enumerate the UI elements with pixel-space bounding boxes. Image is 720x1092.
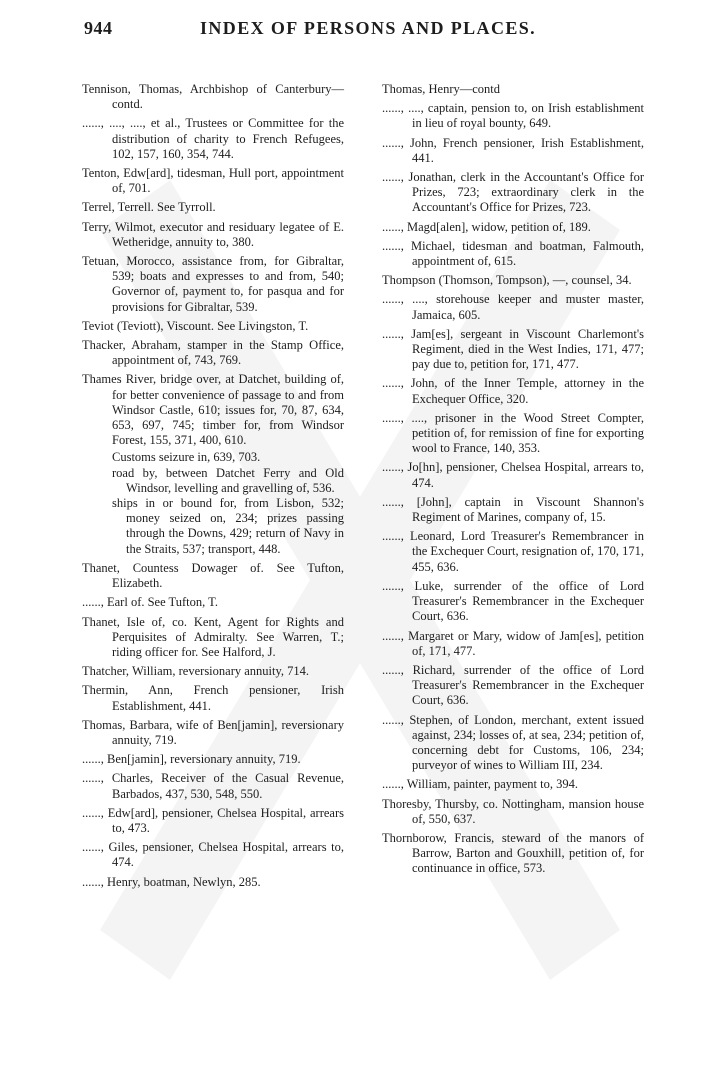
index-entry: ......, Stephen, of London, merchant, extent issued against, 234; losses of, at sea, 234; petition of, concerning debt for Customs, 106, 234; purveyor of wines to William III, 234. (382, 712, 644, 773)
index-entry: Terry, Wilmot, executor and residuary legatee of E. Wetheridge, annuity to, 380. (82, 219, 344, 249)
index-entry: ......, William, painter, payment to, 394. (382, 777, 578, 792)
index-entry: Thanet, Isle of, co. Kent, Agent for Rights and Perquisites of Admiralty. See Warren, T.; riding officer for. See Halford, J. (82, 614, 344, 659)
page-number: 944 (84, 18, 113, 38)
index-entry: ......, ...., ...., et al., Trustees or Committee for the distribution of charity to French Refugees, 102, 157, 160, 354, 744. (82, 116, 344, 161)
index-entry: Tennison, Thomas, Archbishop of Canterbury—contd. (82, 82, 344, 112)
index-entry: ......, Michael, tidesman and boatman, Falmouth, appointment of, 615. (382, 238, 644, 269)
index-entry: ......, Henry, boatman, Newlyn, 285. (82, 874, 261, 889)
index-entry: Terrel, Terrell. See Tyrroll. (82, 200, 216, 215)
index-entry: ......, Leonard, Lord Treasurer's Remembrancer in the Exchequer Court, resignation of, 170, 171, 455, 636. (382, 529, 644, 574)
index-entry: ......, Margaret or Mary, widow of Jam[es], petition of, 171, 477. (382, 628, 644, 658)
index-entry: ......, Earl of. See Tufton, T. (82, 595, 218, 610)
index-entry: ......, John, French pensioner, Irish Establishment, 441. (382, 135, 644, 165)
index-entry: Thompson (Thomson, Tompson), —, counsel, 34. (382, 273, 632, 288)
index-entry: ......, Jonathan, clerk in the Accountant's Office for Prizes, 723; extraordinary clerk in the Accountant's Office for Prizes, 723. (382, 170, 644, 215)
index-entry: ......, Jo[hn], pensioner, Chelsea Hospital, arrears to, 474. (382, 460, 644, 490)
index-entry: Thanet, Countess Dowager of. See Tufton, Elizabeth. (82, 560, 344, 591)
index-entry: ......, ...., captain, pension to, on Irish establishment in lieu of royal bounty, 649. (382, 101, 644, 131)
index-entry: Thatcher, William, reversionary annuity, 714. (82, 664, 310, 679)
index-entry: ......, Richard, surrender of the office of Lord Treasurer's Remembrancer in the Exchequer Court, 636. (382, 662, 644, 708)
index-entry: ......, John, of the Inner Temple, attorney in the Exchequer Office, 320. (382, 376, 644, 406)
index-entry: Thoresby, Thursby, co. Nottingham, mansion house of, 550, 637. (382, 796, 644, 826)
index-entry: Tenton, Edw[ard], tidesman, Hull port, appointment of, 701. (82, 166, 344, 196)
index-entry: ......, ...., storehouse keeper and muster master, Jamaica, 605. (382, 292, 644, 322)
index-column-left (82, 82, 344, 894)
index-entry: ......, Luke, surrender of the office of Lord Treasurer's Remembrancer in the Exchequer Court, 636. (382, 578, 644, 624)
index-entry: Tetuan, Morocco, assistance from, for Gibraltar, 539; boats and expresses to and from, 540; Governor of, payment to, for pasqua and for provisions for Gibraltar, 539. (82, 254, 344, 314)
index-entry: ......, Magd[alen], widow, petition of, 189. (382, 219, 591, 234)
page-title: INDEX OF PERSONS AND PLACES. (200, 18, 537, 38)
index-entry: ......, Charles, Receiver of the Casual Revenue, Barbados, 437, 530, 548, 550. (82, 771, 344, 801)
index-entry: Teviot (Teviott), Viscount. See Livingston, T. (82, 318, 309, 333)
index-entry: Thames River, bridge over, at Datchet, building of, for better convenience of passage to and from Windsor Castle, 610; issues for, 70, 87, 634, 653, 697, 745; timber for, from Windsor Forest, 155, 371, 400, 610. (82, 372, 344, 448)
index-entry: Thacker, Abraham, stamper in the Stamp Office, appointment of, 743, 769. (82, 338, 344, 368)
index-entry: ......, Ben[jamin], reversionary annuity, 719. (82, 752, 301, 767)
index-entry: Thermin, Ann, French pensioner, Irish Establishment, 441. (82, 683, 344, 713)
index-entry: Thomas, Henry—contd (382, 82, 501, 96)
index-entry: ......, Giles, pensioner, Chelsea Hospital, arrears to, 474. (82, 840, 344, 870)
index-entry: ......, ...., prisoner in the Wood Street Compter, petition of, for remission of fine for exporting wool to France, 140, 353. (382, 410, 644, 456)
index-entry: ......, Edw[ard], pensioner, Chelsea Hospital, arrears to, 473. (82, 805, 344, 835)
index-column-right (382, 82, 644, 881)
index-subentry: ships in or bound for, from Lisbon, 532; money seized on, 234; prizes passing through the Downs, 429; return of Navy in the Straits, 537; transport, 448. (112, 496, 344, 556)
index-entry: Thornborow, Francis, steward of the manors of Barrow, Barton and Gouxhill, petition of, for continuance in office, 573. (382, 830, 644, 876)
index-entry: ......, Jam[es], sergeant in Viscount Charlemont's Regiment, died in the West Indies, 171, 477; pay due to, petition for, 171, 477. (382, 326, 644, 372)
index-entry: ......, [John], captain in Viscount Shannon's Regiment of Marines, company of, 15. (382, 494, 644, 525)
index-entry: Thomas, Barbara, wife of Ben[jamin], reversionary annuity, 719. (82, 717, 344, 747)
index-subentry: road by, between Datchet Ferry and Old Windsor, levelling and gravelling of, 536. (112, 465, 344, 495)
index-subentry: Customs seizure in, 639, 703. (112, 450, 261, 465)
